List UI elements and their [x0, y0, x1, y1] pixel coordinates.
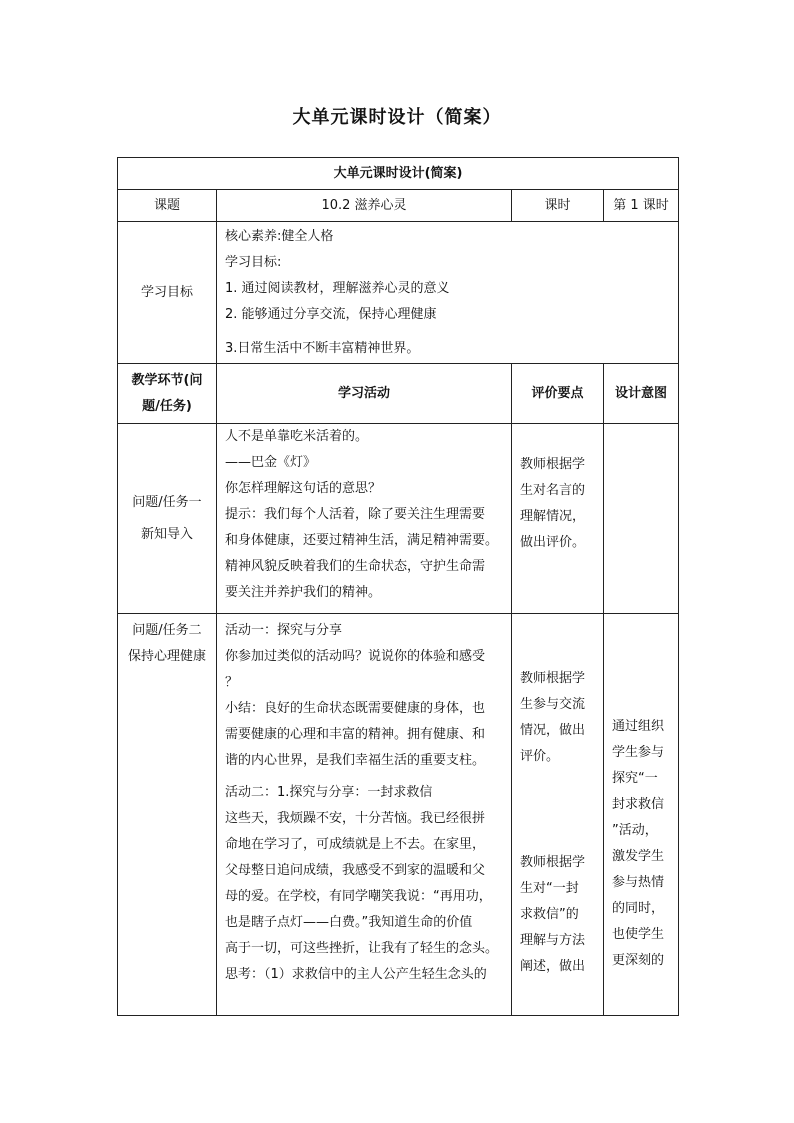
stage-line: 问题/任务一 [132, 494, 202, 510]
activity-line: 这些天，我烦躁不安，十分苦恼。我已经很拼 [225, 811, 486, 826]
evaluation-line: 教师根据学 [520, 671, 586, 686]
activity-line: 活动二：1.探究与分享：一封求救信 [225, 785, 433, 800]
task1-row [118, 424, 679, 614]
period-value: 第 1 课时 [604, 190, 679, 222]
task2-row [118, 614, 679, 1016]
evaluation-column-header: 评价要点 [512, 364, 604, 424]
activity-line: ——巴金《灯》 [225, 455, 317, 470]
topic-label: 课题 [118, 190, 217, 222]
stage-header-line: 题/任务) [142, 398, 192, 414]
intent-line: 封求救信 [612, 797, 665, 812]
intent-line: 学生参与 [612, 745, 665, 760]
activity-line: 也是瞎子点灯——白费。”我知道生命的价值 [225, 915, 473, 930]
activity-line: 活动一：探究与分享 [225, 623, 343, 638]
intent-line: 激发学生 [612, 849, 665, 864]
intent-line: 也使学生 [612, 927, 665, 942]
objective-item: 2. 能够通过分享交流，保持心理健康 [225, 306, 437, 322]
task2-activity [217, 614, 512, 1016]
table-header: 大单元课时设计(简案) [118, 158, 679, 190]
task1-stage [118, 424, 217, 614]
activity-line: 和身体健康，还要过精神生活，满足精神需要。 [225, 533, 499, 548]
activity-line: 命地在学习了，可成绩就是上不去。在家里， [225, 837, 486, 852]
task2-intent [604, 614, 679, 1016]
objectives-row [118, 222, 679, 364]
column-header-row [118, 364, 679, 424]
evaluation-line: 阐述，做出 [520, 959, 586, 974]
evaluation-line: 教师根据学 [520, 457, 586, 472]
evaluation-line: 理解情况， [520, 509, 586, 524]
intent-line: 探究“一 [612, 771, 658, 786]
activity-line: 人不是单靠吃米活着的。 [225, 429, 369, 444]
objective-item: 1. 通过阅读教材，理解滋养心灵的意义 [225, 280, 450, 296]
intent-line: 通过组织 [612, 719, 665, 734]
activity-line: 父母整日追问成绩，我感受不到家的温暖和父 [225, 863, 486, 878]
task1-intent [604, 424, 679, 614]
activity-line: 精神风貌反映着我们的生命状态，守护生命需 [225, 559, 486, 574]
evaluation-line: 做出评价。 [520, 535, 586, 550]
intent-line: 参与热情 [612, 875, 665, 890]
activity-line: 需要健康的心理和丰富的精神。拥有健康、和 [225, 727, 486, 742]
stage-column-header [118, 364, 217, 424]
evaluation-line: 生对“一封 [520, 881, 579, 896]
core-literacy: 核心素养:健全人格 [225, 228, 334, 244]
evaluation-line: 求救信”的 [520, 907, 579, 922]
evaluation-line: 教师根据学 [520, 855, 586, 870]
stage-line: 保持心理健康 [127, 649, 206, 664]
activity-line: 你参加过类似的活动吗？说说你的体验和感受 [225, 649, 486, 664]
table-header-row [118, 158, 679, 190]
stage-line: 问题/任务二 [132, 623, 202, 638]
objective-item: 3.日常生活中不断丰富精神世界。 [225, 340, 420, 356]
activity-line: 你怎样理解这句话的意思？ [225, 481, 382, 496]
intent-line: 更深刻的 [612, 953, 665, 968]
lesson-design-table [117, 157, 679, 1016]
activity-line: ？ [225, 675, 239, 690]
evaluation-line: 生参与交流 [520, 697, 586, 712]
activity-line: 提示：我们每个人活着，除了要关注生理需要 [225, 507, 486, 522]
period-label: 课时 [512, 190, 604, 222]
task2-evaluation [512, 614, 604, 1016]
evaluation-line: 生对名言的 [520, 483, 586, 498]
evaluation-line: 情况，做出 [520, 723, 586, 738]
intent-line: 的同时， [612, 901, 665, 916]
activity-line: 高于一切，可这些挫折，让我有了轻生的念头。 [225, 941, 499, 956]
activity-column-header: 学习活动 [217, 364, 512, 424]
activity-line: 思考：（1）求救信中的主人公产生轻生念头的 [225, 967, 487, 982]
evaluation-line: 理解与方法 [520, 933, 586, 948]
objectives-label: 学习目标 [118, 222, 217, 364]
activity-line: 谐的内心世界，是我们幸福生活的重要支柱。 [225, 753, 486, 768]
evaluation-line: 评价。 [520, 749, 560, 764]
task1-evaluation [512, 424, 604, 614]
topic-row [118, 190, 679, 222]
intent-line: ”活动， [612, 823, 658, 838]
task1-activity [217, 424, 512, 614]
topic-value: 10.2 滋养心灵 [217, 190, 512, 222]
task2-stage [118, 614, 217, 1016]
objectives-content [217, 222, 679, 364]
activity-line: 母的爱。在学校，有同学嘲笑我说：“再用功， [225, 889, 492, 904]
objectives-heading: 学习目标: [225, 254, 282, 270]
page-title: 大单元课时设计（简案） [292, 107, 502, 128]
intent-column-header: 设计意图 [604, 364, 679, 424]
activity-line: 要关注并养护我们的精神。 [225, 585, 382, 600]
stage-line: 新知导入 [140, 526, 193, 542]
stage-header-line: 教学环节(问 [131, 372, 203, 388]
activity-line: 小结：良好的生命状态既需要健康的身体，也 [225, 701, 486, 716]
